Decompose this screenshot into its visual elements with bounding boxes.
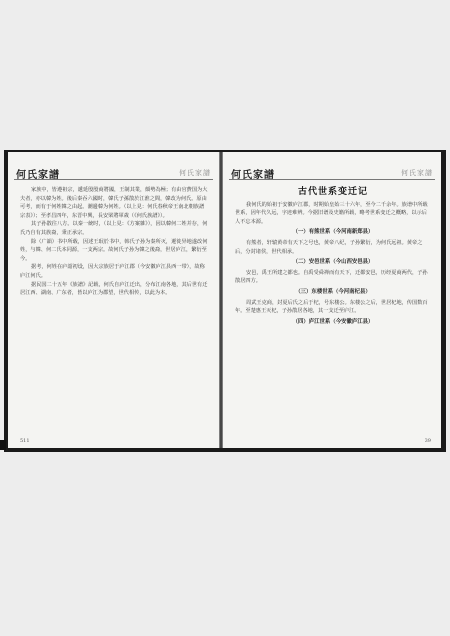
left-paragraph: 除（广韻）书中所载，因述王珉於书中，韩氏子孙为秦所灭，遷徙异地遂改何姓，与韓、何二氏本同源，一支两宗。故何氏子孙为韓之後裔，世居庐江，繁衍至今。: [20, 238, 208, 262]
intro-paragraph: 我何氏的始祖于安徽庐江郡，时期始皇始三十六年，至今二千余年。族谱中所载世系，因年代久远，字迹难辨。今据旧谱及史籍所载，略考世系变迁之概略，以示后人不忘本源。: [235, 201, 428, 225]
binding-tab: [0, 440, 6, 450]
left-header-logo: 何氏家譜: [16, 170, 60, 181]
left-body-text: [20, 186, 209, 434]
left-paragraph: 据考，何姓在庐韶初设，因大宗族居于庐江郡（今安徽庐江县西一带），故称庐江何氏。: [20, 264, 205, 279]
left-page-number: 511: [20, 438, 30, 444]
left-header-sub: 何氏家譜: [179, 169, 211, 177]
section-paragraph: 安邑，禹王所建之都也。自禹受舜禅而有天下，迁都安邑，历经夏商两代，子孙散居四方。: [235, 269, 428, 285]
section-paragraph: 周武王克商，封夏后氏之后于杞，号东楼公。东楼公之后，世居杞地，传国数百年。至楚惠王灭杞，子孙散居各地，其一支迁至庐江。: [235, 299, 428, 315]
left-page-header: [14, 166, 213, 180]
right-body-text: [235, 182, 431, 434]
section-heading: （三）东楼世系（今河南杞县）: [295, 288, 371, 295]
right-header-logo: 何氏家譜: [231, 170, 275, 181]
left-paragraph: 家族中，皆遵祖宗，遞延殷殷商將國，王制其業，頗勢為極；有由官費国为大夫者，亦以韓为姓。後后秦吞六國时，韓氏子孫散於江淮之間，韓改为何氏。原由可考，而有于何姓韓之由起。潮邊韓为何姓。（以上見：何氏春秋帝王南北朝族譜宗表》）；至孝昌四年，东晋中興，長安梁將軍歲（《何氏族譜》）。: [20, 187, 208, 219]
section-heading: （四）庐江世系（今安徽庐江县）: [292, 318, 374, 325]
section-heading: （二）安邑世系（今山西安邑县）: [292, 259, 374, 266]
section-paragraph: 有熊者，轩辕黄帝有天下之号也，黄帝八纪，子孙繁衍，为何氏远祖。黄帝之后，分封诸侯，世代相承。: [235, 239, 423, 255]
open-book: [4, 150, 446, 452]
right-header-sub: 何氏家譜: [401, 169, 433, 177]
left-paragraph: 其子孙散往八方。以秦一統时，（以上見：《方案雜》），因以韓何二姓并存，何氏乃自有其族裔，秉正承宗。: [20, 221, 208, 236]
left-paragraph: 据民国二十五年《族譜》記载，何氏自庐江迁出，分布江南各地，其后世有迁居江西、湖南、广东者，皆以庐江为郡望，世代相传，以此为本。: [20, 281, 208, 297]
right-page-number: 39: [424, 438, 431, 444]
right-page: [223, 152, 441, 448]
left-page: [8, 152, 219, 448]
chapter-title: 古代世系变迁记: [297, 187, 368, 197]
right-page-header: [229, 166, 435, 180]
section-heading: （一）有熊世系（今河南新郑县）: [292, 229, 374, 236]
